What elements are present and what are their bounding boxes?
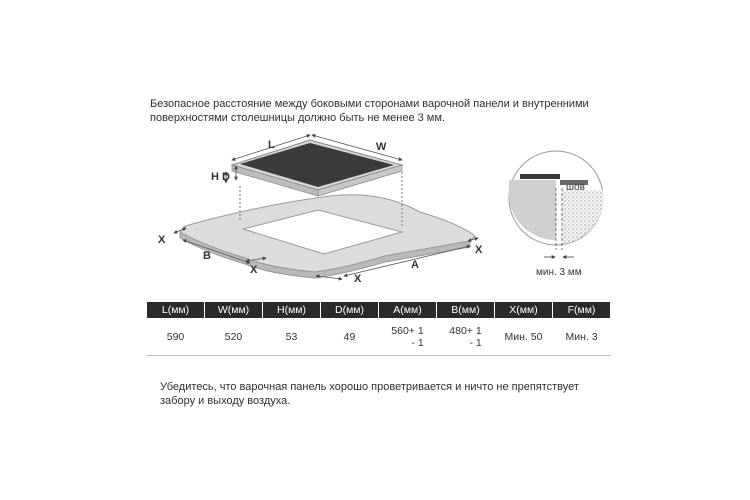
label-X-left: X <box>158 234 166 246</box>
header-L: L(мм) <box>147 302 205 319</box>
intro-text: Безопасное расстояние между боковыми сторонами варочной панели и внутренними поверхностями столешницы должно быть не менее 3 мм. <box>150 98 589 124</box>
label-D: D <box>222 171 230 183</box>
cell-B <box>437 319 495 356</box>
cell-D: 49 <box>321 319 379 356</box>
cell-L: 590 <box>147 319 205 356</box>
ventilation-note: Убедитесь, что варочная панель хорошо проветривается и ничто не препятствует забору и выходу воздуха. <box>160 381 579 407</box>
cell-B-line1: 480+ 1 <box>449 325 482 337</box>
label-L: L <box>268 139 275 151</box>
header-D: D(мм) <box>321 302 379 319</box>
cell-A <box>379 319 437 356</box>
seam-label: шов <box>566 182 585 193</box>
cell-A-line1: 560+ 1 <box>391 325 424 337</box>
cell-W: 520 <box>205 319 263 356</box>
header-H: H(мм) <box>263 302 321 319</box>
gap-label: мин. 3 мм <box>536 267 582 278</box>
table-row <box>147 319 611 356</box>
label-X-bottom: X <box>250 264 258 276</box>
dimensions-table <box>146 301 611 356</box>
gap-detail <box>509 151 604 278</box>
label-B: B <box>203 250 211 262</box>
header-A: A(мм) <box>379 302 437 319</box>
cell-F: Мин. 3 <box>553 319 611 356</box>
header-B: B(мм) <box>437 302 495 319</box>
label-W: W <box>376 141 387 153</box>
cell-B-line2: - 1 <box>469 337 482 349</box>
header-X: X(мм) <box>495 302 553 319</box>
header-F: F(мм) <box>553 302 611 319</box>
cell-H: 53 <box>263 319 321 356</box>
label-X-right: X <box>475 244 483 256</box>
countertop <box>180 195 475 278</box>
header-W: W(мм) <box>205 302 263 319</box>
label-H: H <box>211 171 219 183</box>
cell-X: Мин. 50 <box>495 319 553 356</box>
label-X-front: X <box>354 273 362 285</box>
cell-A-line2: - 1 <box>411 337 424 349</box>
label-A: A <box>411 259 419 271</box>
